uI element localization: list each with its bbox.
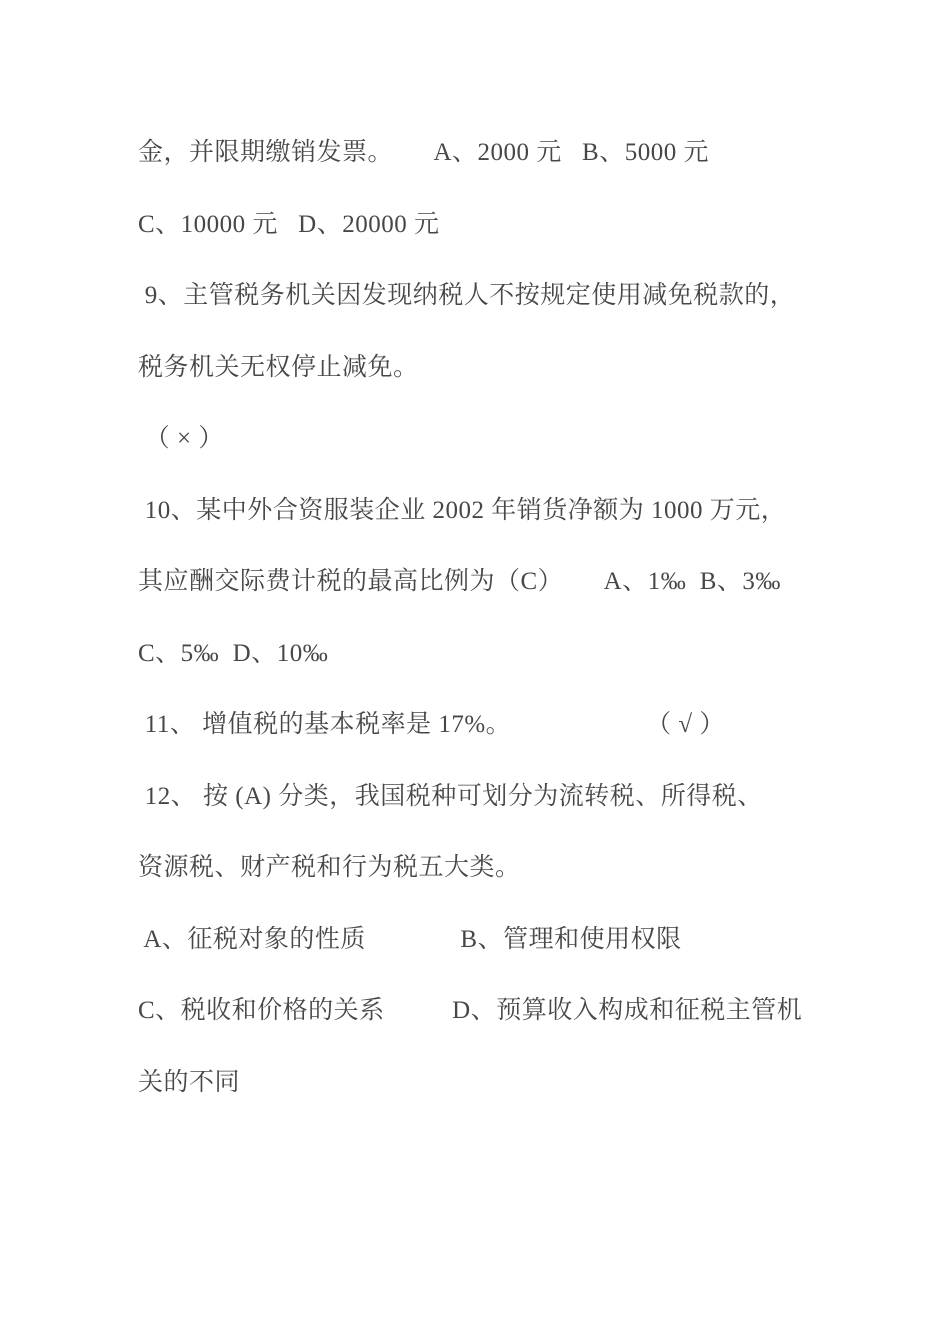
text-line-13: C、税收和价格的关系 D、预算收入构成和征税主管机	[138, 997, 803, 1024]
text-line-5: （ × ）	[138, 425, 224, 452]
text-line-10: 12、 按 (A) 分类，我国税种可划分为流转税、所得税、	[138, 782, 763, 810]
text-line-7: 其应酬交际费计税的最高比例为（C） A、1‰ B、3‰	[138, 568, 781, 595]
text-line-8: C、5‰ D、10‰	[138, 639, 329, 667]
text-line-12: A、征税对象的性质 B、管理和使用权限	[138, 925, 682, 953]
text-line-6: 10、某中外合资服装企业 2002 年销货净额为 1000 万元，	[138, 496, 787, 524]
text-line-3: 9、主管税务机关因发现纳税人不按规定使用减免税款的，	[138, 282, 796, 309]
text-line-4: 税务机关无权停止减免。	[138, 353, 419, 381]
text-line-14: 关的不同	[138, 1068, 241, 1096]
text-line-2: C、10000 元 D、20000 元	[138, 210, 440, 238]
text-line-1: 金，并限期缴销发票。 A、2000 元 B、5000 元	[138, 139, 709, 166]
text-line-9: 11、 增值税的基本税率是 17%。 （ √ ）	[138, 711, 725, 738]
text-line-11: 资源税、财产税和行为税五大类。	[138, 854, 521, 881]
